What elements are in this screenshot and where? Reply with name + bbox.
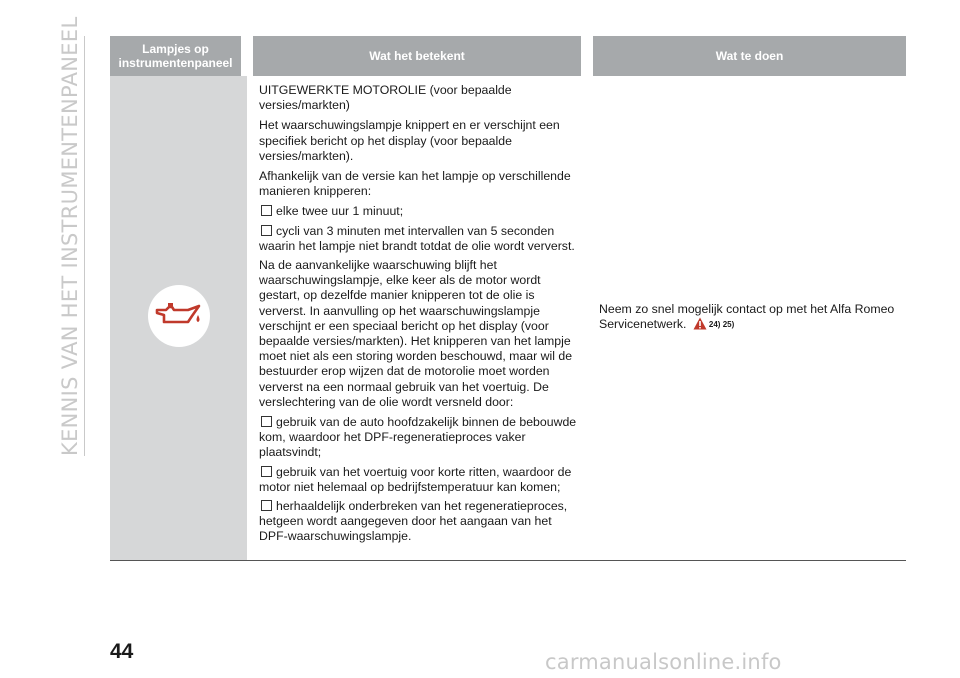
table-header-row [110, 36, 906, 76]
list-item: elke twee uur 1 minuut; [259, 204, 583, 219]
action-cell [587, 76, 906, 561]
section-title: KENNIS VAN HET INSTRUMENTENPANEEL [58, 16, 82, 456]
page-number: 44 [110, 640, 134, 663]
list-item: cycli van 3 minuten met intervallen van 5 seconden waarin het lampje niet brandt totdat de olie wordt ververst. [259, 223, 575, 253]
warning-light-table [110, 36, 906, 561]
watermark: carmanualsonline.info [545, 650, 782, 674]
action-text: Neem zo snel mogelijk contact op met het Alfa Romeo Servicenetwerk. [599, 301, 895, 331]
meaning-paragraph: Afhankelijk van de versie kan het lampje op verschillende manieren knipperen: [259, 169, 571, 199]
reference-numbers: 24) 25) [708, 320, 735, 329]
checkbox-bullet-icon [261, 500, 272, 511]
meaning-title: UITGEWERKTE MOTOROLIE (voor bepaalde versies/markten) [259, 83, 512, 113]
meaning-cell [247, 76, 587, 561]
list-item: herhaaldelijk onderbreken van het regeneratieproces, hetgeen wordt aangegeven door het aangaan van het DPF-waarschuwingslampje. [259, 499, 568, 544]
meaning-paragraph: Het waarschuwingslampje knippert en er verschijnt een specifiek bericht op het display (voor bepaalde versies/markten). [259, 118, 560, 163]
lamp-cell [110, 76, 247, 561]
checkbox-bullet-icon [261, 205, 272, 216]
checkbox-bullet-icon [261, 466, 272, 477]
section-divider [84, 36, 85, 456]
header-lamps: Lampjes op instrumentenpaneel [110, 36, 247, 76]
meaning-paragraph: Na de aanvankelijke waarschuwing blijft het waarschuwingslampje, elke keer als de motor wordt gestart, op dezelfde manier knipperen tot de olie is ververst. In aanvulling op het waarschuwingslampje verschijnt er een speciaal bericht op het display (voor bepaalde versies/markten). Het knipperen van het lampje moet niet als een storing worden beschouwd, maar wil de bestuurder erop wijzen dat de motorolie moet worden ververst na een normaal gebruik van het voertuig. De verslechtering van de olie wordt versneld door: [259, 258, 573, 409]
list-item: gebruik van het voertuig voor korte ritten, waardoor de motor niet helemaal op bedrijfstemperatuur kan komen; [259, 464, 572, 494]
oil-can-icon [148, 285, 210, 347]
list-item: gebruik van de auto hoofdzakelijk binnen de bebouwde kom, waardoor het DPF-regeneratieproces vaker plaatsvindt; [259, 415, 577, 460]
checkbox-bullet-icon [261, 225, 272, 236]
table-row [110, 76, 906, 561]
header-meaning: Wat het betekent [247, 36, 587, 76]
warning-triangle-icon [693, 317, 707, 334]
checkbox-bullet-icon [261, 416, 272, 427]
header-action: Wat te doen [587, 36, 906, 76]
